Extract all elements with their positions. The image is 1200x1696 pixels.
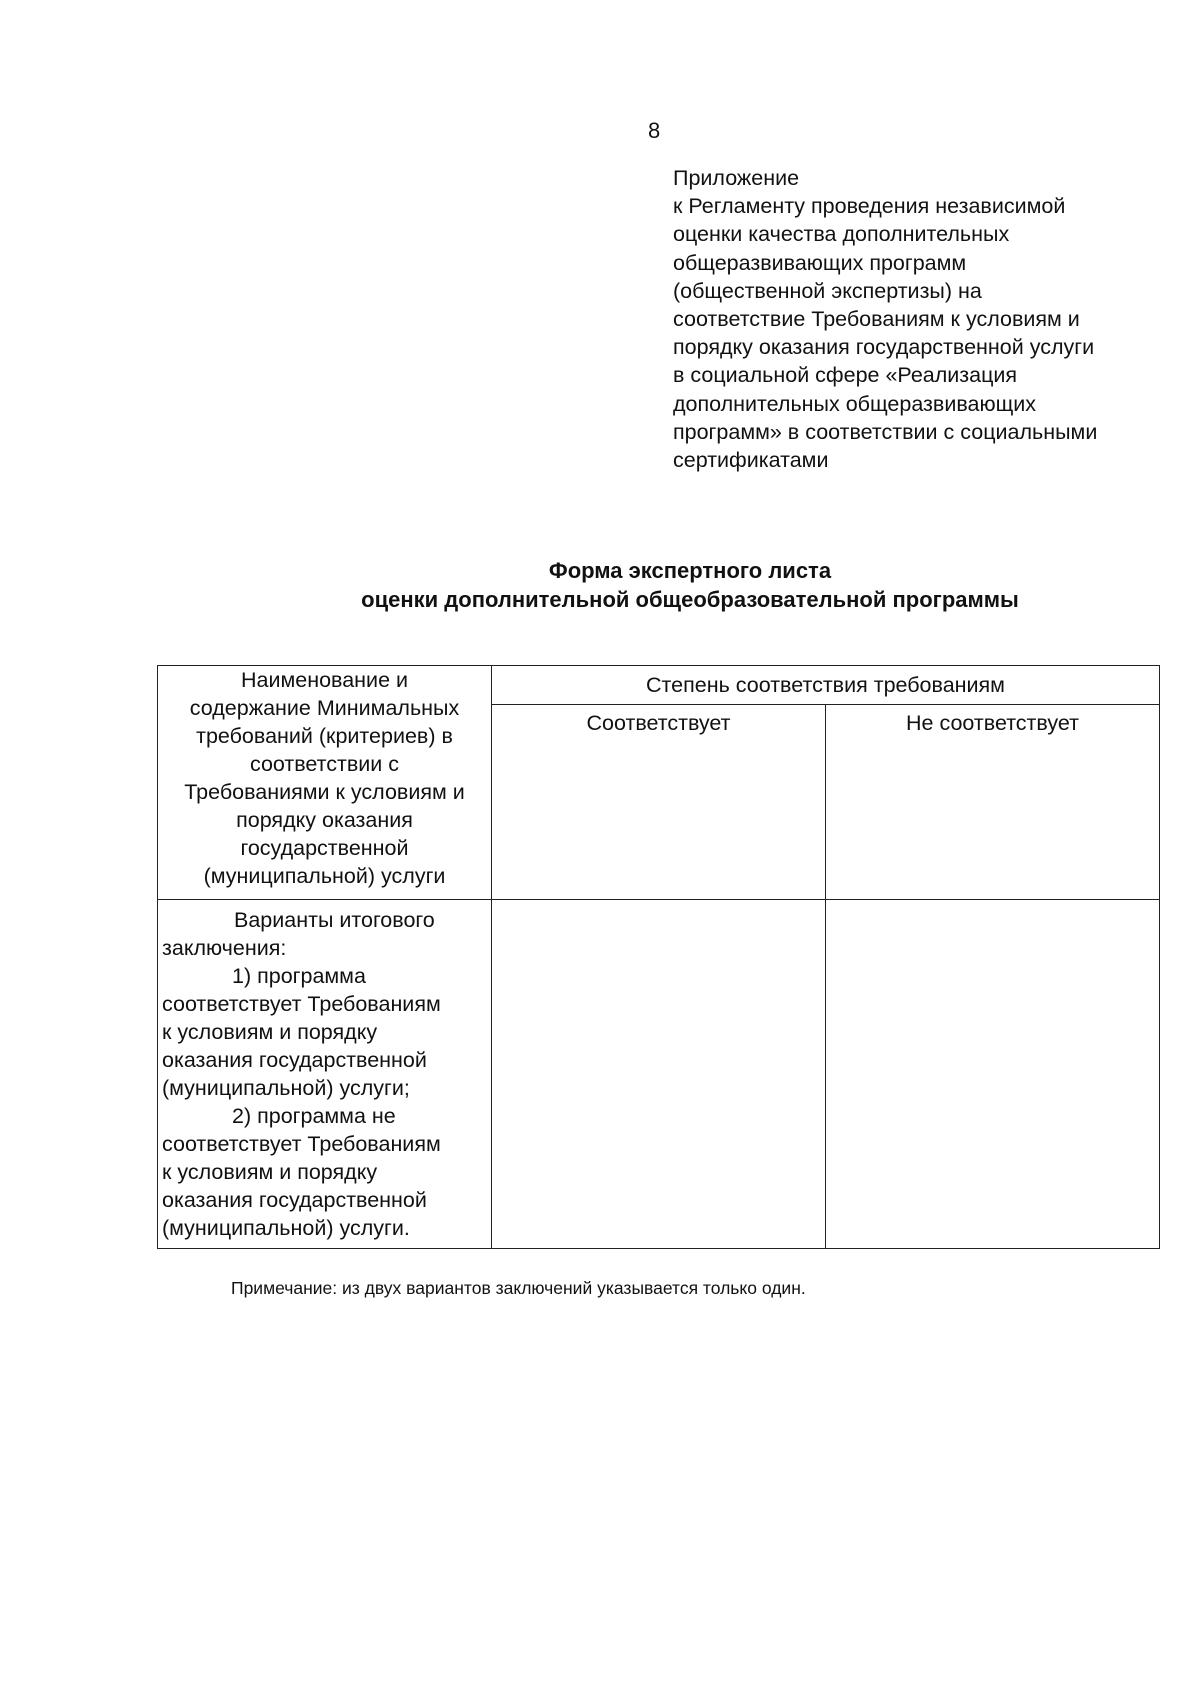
criteria-header-line: государственной — [240, 836, 409, 860]
conclusion-line: (муниципальной) услуги. — [162, 1216, 410, 1240]
conclusion-line: оказания государственной — [162, 1188, 427, 1212]
appendix-line: программ» в соответствии с социальными — [673, 419, 1098, 444]
appendix-line: сертификатами — [673, 448, 829, 473]
form-title — [160, 556, 1200, 614]
table-row — [158, 900, 1160, 1249]
conclusion-line: соответствует Требованиям — [162, 992, 441, 1016]
appendix-line: оценки качества дополнительных — [673, 222, 1010, 247]
criteria-header-cell — [158, 666, 492, 900]
conclusion-line: к условиям и порядку — [162, 1020, 378, 1044]
conclusion-line: Варианты итогового — [234, 908, 435, 932]
appendix-line: порядку оказания государственной услуги — [673, 335, 1095, 360]
criteria-header-line: соответствии с — [249, 752, 400, 776]
table-header-row — [158, 666, 1160, 705]
conclusion-line: соответствует Требованиям — [162, 1132, 441, 1156]
expert-sheet-table — [157, 665, 1160, 1249]
form-title-line-1: Форма экспертного листа — [548, 558, 832, 583]
appendix-block — [673, 164, 1193, 474]
criteria-header-line: требований (критериев) в — [196, 724, 453, 748]
conclusion-line: 1) программа — [232, 964, 366, 988]
appendix-line: (общественной экспертизы) на — [673, 278, 982, 303]
appendix-line: общеразвивающих программ — [673, 250, 967, 275]
conclusion-line: заключения: — [162, 936, 287, 960]
criteria-header-line: Наименование и — [240, 668, 409, 692]
appendix-line: соответствие Требованиям к условиям и — [673, 307, 1080, 332]
appendix-line: в социальной сфере «Реализация — [673, 363, 1018, 388]
not-complies-header: Не соответствует — [826, 705, 1160, 900]
compliance-degree-header: Степень соответствия требованиям — [492, 666, 1160, 705]
conclusion-line: 2) программа не — [232, 1104, 396, 1128]
complies-answer-cell[interactable] — [492, 900, 826, 1249]
conclusion-line: к условиям и порядку — [162, 1160, 378, 1184]
not-complies-answer-cell[interactable] — [826, 900, 1160, 1249]
conclusion-line: оказания государственной — [162, 1048, 427, 1072]
conclusion-options-cell — [158, 900, 492, 1249]
complies-header: Соответствует — [492, 705, 826, 900]
criteria-header-line: (муниципальной) услуги — [203, 864, 446, 888]
criteria-header-line: Требованиями к условиям и — [184, 780, 465, 804]
appendix-line: Приложение — [673, 166, 800, 190]
conclusion-line: (муниципальной) услуги; — [162, 1076, 410, 1100]
form-title-line-2: оценки дополнительной общеобразовательной программы — [361, 587, 1019, 612]
criteria-header-line: порядку оказания — [236, 808, 413, 832]
criteria-header-line: содержание Минимальных — [189, 696, 460, 720]
appendix-line: к Регламенту проведения независимой — [673, 194, 1066, 219]
page-number: 8 — [648, 118, 661, 143]
footnote: Примечание: из двух вариантов заключений указывается только один. — [231, 1278, 806, 1298]
appendix-line: дополнительных общеразвивающих — [673, 391, 1037, 416]
